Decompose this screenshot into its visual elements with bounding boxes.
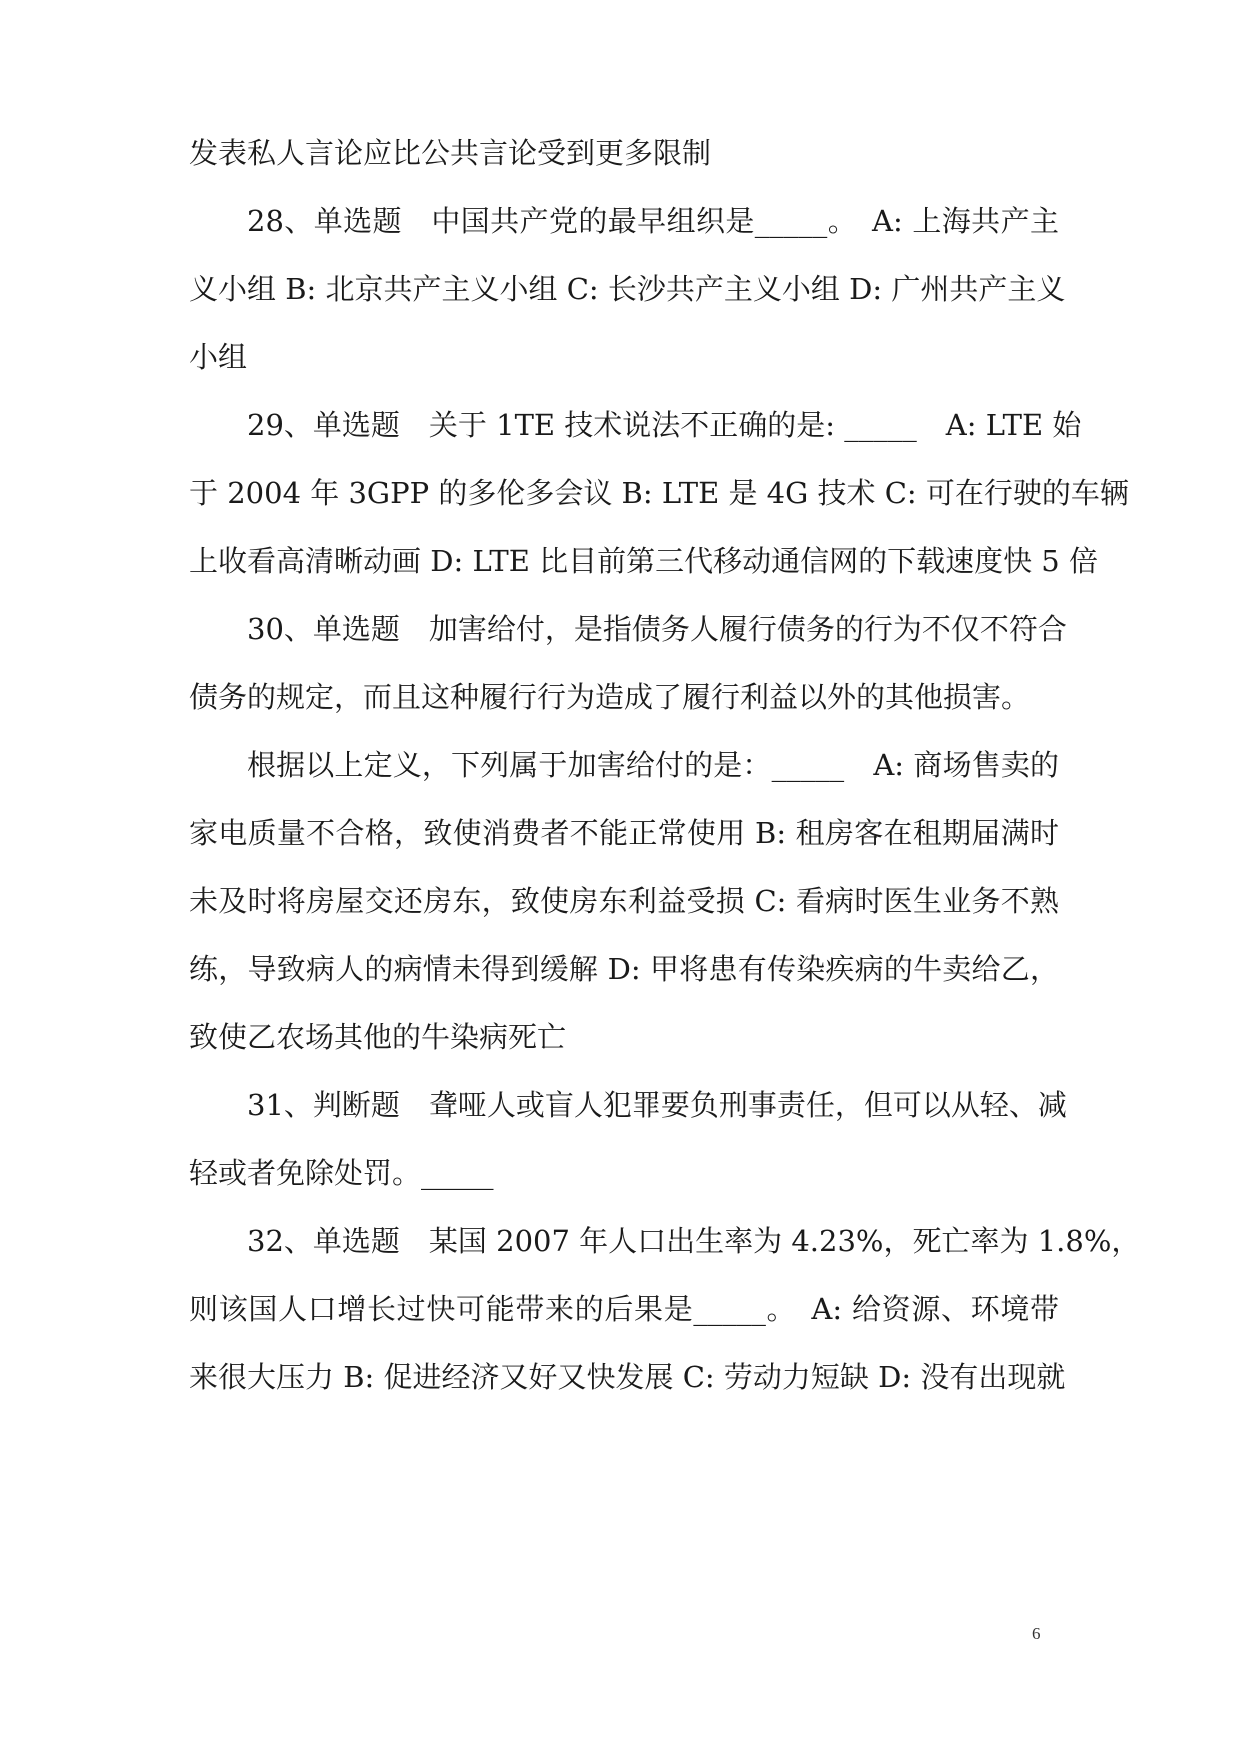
question-31-text: 31、判断题 聋哑人或盲人犯罪要负刑事责任，但可以从轻、减	[247, 1088, 1067, 1122]
text-line: 发表私人言论应比公共言论受到更多限制	[189, 136, 712, 170]
question-30-prompt: 根据以上定义，下列属于加害给付的是：_____ A: 商场售卖的	[247, 748, 1059, 782]
question-29-options: 上收看高清晰动画 D: LTE 比目前第三代移动通信网的下载速度快 5 倍	[189, 544, 1098, 578]
question-30-options: 致使乙农场其他的牛染病死亡	[189, 1020, 567, 1054]
question-32-text: 32、单选题 某国 2007 年人口出生率为 4.23%，死亡率为 1.8%，	[247, 1224, 1141, 1258]
question-30-options: 练，导致病人的病情未得到缓解 D: 甲将患有传染疾病的牛卖给乙，	[189, 952, 1059, 986]
question-32-options: 来很大压力 B: 促进经济又好又快发展 C: 劳动力短缺 D: 没有出现就	[189, 1360, 1066, 1394]
question-31-text: 轻或者免除处罚。_____	[189, 1156, 494, 1190]
question-29-text: 29、单选题 关于 1TE 技术说法不正确的是: _____ A: LTE 始	[247, 408, 1082, 442]
question-32-options: 则该国人口增长过快可能带来的后果是_____。 A: 给资源、环境带	[189, 1292, 1059, 1326]
question-29-options: 于 2004 年 3GPP 的多伦多会议 B: LTE 是 4G 技术 C: 可在行驶的车辆	[189, 476, 1129, 510]
question-28-options: 小组	[189, 340, 248, 374]
question-30-options: 未及时将房屋交还房东，致使房东利益受损 C: 看病时医生业务不熟	[189, 884, 1059, 918]
question-30-text: 30、单选题 加害给付，是指债务人履行债务的行为不仅不符合	[247, 612, 1067, 646]
question-30-options: 家电质量不合格，致使消费者不能正常使用 B: 租房客在租期届满时	[189, 816, 1059, 850]
page-number: 6	[1032, 1624, 1041, 1643]
question-28-text: 28、单选题 中国共产党的最早组织是_____。 A: 上海共产主	[247, 204, 1059, 238]
question-28-options: 义小组 B: 北京共产主义小组 C: 长沙共产主义小组 D: 广州共产主义	[189, 272, 1066, 306]
question-30-text: 债务的规定，而且这种履行行为造成了履行利益以外的其他损害。	[189, 680, 1031, 714]
